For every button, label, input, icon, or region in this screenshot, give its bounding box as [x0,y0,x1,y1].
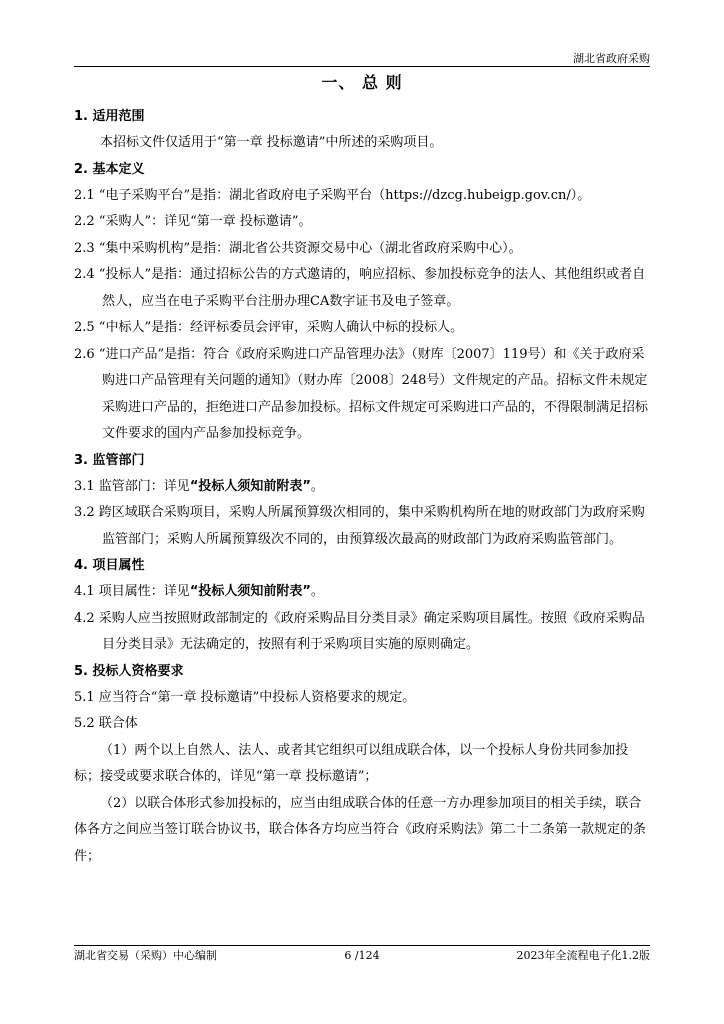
page-number: 6 /124 [344,949,380,962]
definition-item [74,579,652,606]
page-title: 一、 总 则 [321,73,403,92]
definition-item: 4.2 采购人应当按照财政部制定的《政府采购品目分类目录》确定采购项目属性。按照《政府采购品目分类目录》无法确定的，按照有利于采购项目实施的原则确定。 [74,610,645,652]
definition-item: 2.6 “进口产品”是指：符合《政府采购进口产品管理办法》（财库〔2007〕119号）和《关于政府采购进口产品管理有关问题的通知》（财办库〔2008〕248号）文件规定的产品。招标文件未规定采购进口产品的，拒绝进口产品参加投标。招标文件规定可采购进口产品的，不得限制满足招标文件要求的国内产品参加投标竞争。 [74,346,649,441]
page-header [74,52,650,67]
footer-version: 2023年全流程电子化1.2版 [516,949,650,962]
section-heading: 4. 项目属性 [74,558,145,573]
definition-item: 5.1 应当符合“第一章 投标邀请”中投标人资格要求的规定。 [74,689,416,705]
section-heading: 3. 监管部门 [74,452,145,468]
header-org: 湖北省政府采购 [573,52,650,65]
item-text: 4.1 项目属性：详见 [74,584,190,599]
definition-item: 2.4 “投标人”是指：通过招标公告的方式邀请的，响应招标、参加投标竞争的法人、其他组织或者自然人，应当在电子采购平台注册办理CA数字证书及电子签章。 [74,267,646,309]
section-heading: 1. 适用范围 [74,109,145,124]
definition-item: 2.2 “采购人”：详见“第一章 投标邀请”。 [74,214,312,229]
definition-item [74,474,652,501]
document-body [74,104,652,870]
section-heading: 2. 基本定义 [74,161,145,177]
item-emphasis: “投标人须知前附表” [189,478,311,494]
item-text: 。 [310,584,324,599]
item-text: 3.1 监管部门：详见 [74,478,190,494]
definition-item: 2.3 “集中采购机构”是指：湖北省公共资源交易中心（湖北省政府采购中心）。 [74,240,522,256]
section-heading: 5. 投标人资格要求 [74,663,184,679]
page-footer [74,945,650,962]
definition-item: 2.1 “电子采购平台”是指：湖北省政府电子采购平台（https://dzcg.hubeigp.gov.cn/）。 [74,187,591,203]
definition-item: 2.5 “中标人”是指：经评标委员会评审，采购人确认中标的投标人。 [74,320,464,335]
definition-item: 5.2 联合体 [74,716,138,731]
item-text: 。 [310,478,324,494]
definition-item: 3.2 跨区域联合采购项目，采购人所属预算级次相同的，集中采购机构所在地的财政部门为政府采购监管部门；采购人所属预算级次不同的，由预算级次最高的财政部门为政府采购监管部门。 [74,505,645,547]
paragraph: （2）以联合体形式参加投标的，应当由组成联合体的任意一方办理参加项目的相关手续，联合体各方之间应当签订联合协议书，联合体各方均应当符合《政府采购法》第二十二条第一款规定的条件； [74,795,647,864]
paragraph: （1）两个以上自然人、法人、或者其它组织可以组成联合体，以一个投标人身份共同参加投标；接受或要求联合体的，详见“第一章 投标邀请”； [74,742,629,784]
paragraph: 本招标文件仅适用于“第一章 投标邀请”中所述的采购项目。 [100,135,443,150]
footer-left: 湖北省交易（采购）中心编制 [74,949,217,962]
item-emphasis: “投标人须知前附表” [189,584,311,599]
